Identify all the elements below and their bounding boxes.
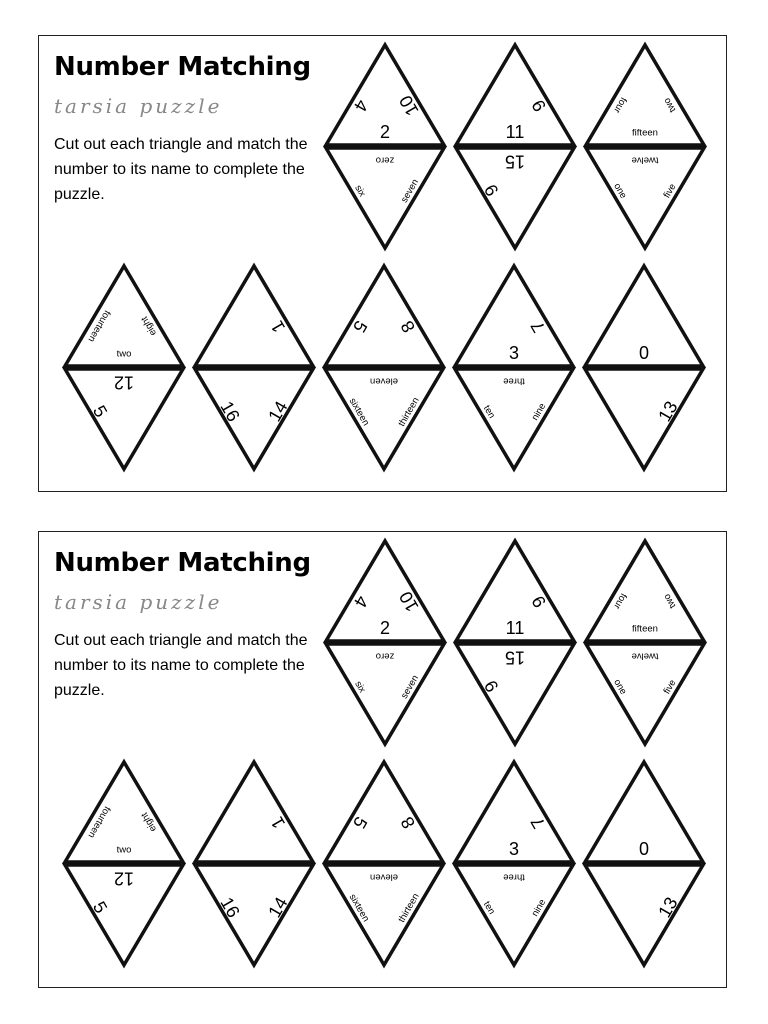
triangle-down xyxy=(585,865,703,965)
puzzle-sheet-bottom xyxy=(38,531,727,988)
sheet-subtitle: tarsia puzzle xyxy=(54,590,223,614)
down-top-label: twelve xyxy=(631,650,659,662)
puzzle-piece xyxy=(195,266,313,469)
up-base-label: 11 xyxy=(505,617,525,638)
up-left-label: 4 xyxy=(349,592,373,611)
down-right-label: nine xyxy=(529,897,549,919)
down-right-label: five xyxy=(661,677,679,697)
down-left-label: one xyxy=(611,677,629,697)
up-base-label: 0 xyxy=(638,838,650,859)
down-top-label: three xyxy=(503,375,525,387)
down-top-label: zero xyxy=(375,154,395,166)
down-right-label: 13 xyxy=(654,893,682,922)
triangle-up xyxy=(325,762,443,862)
down-left-label: sixteen xyxy=(346,892,372,924)
puzzle-sheet-top xyxy=(38,35,727,492)
down-right-label: thirteen xyxy=(396,395,422,429)
down-left-label: one xyxy=(611,181,629,201)
up-base-label: 0 xyxy=(638,342,650,363)
up-base-label: fifteen xyxy=(632,623,658,635)
down-left-label: 6 xyxy=(479,181,503,200)
puzzle-piece xyxy=(455,266,573,469)
up-right-label: 9 xyxy=(527,96,551,115)
sheet-instructions: Cut out each triangle and match the number to its name to complete the puzzle. xyxy=(54,632,308,699)
down-top-label: 12 xyxy=(113,868,135,889)
puzzle-piece xyxy=(585,762,703,965)
down-left-label: 5 xyxy=(88,898,112,917)
puzzle-piece xyxy=(586,541,704,744)
down-top-label: 15 xyxy=(504,647,526,668)
down-top-label: zero xyxy=(375,650,395,662)
down-left-label: 16 xyxy=(216,893,244,922)
up-left-label: 5 xyxy=(348,813,372,832)
tarsia-puzzle xyxy=(39,36,728,493)
down-top-label: 12 xyxy=(113,372,135,393)
down-left-label: ten xyxy=(480,899,498,917)
up-right-label: 1 xyxy=(266,317,290,336)
puzzle-piece xyxy=(585,266,703,469)
down-right-label: thirteen xyxy=(396,891,422,925)
down-right-label: 13 xyxy=(654,397,682,426)
up-base-label: 11 xyxy=(505,121,525,142)
sheet-instructions: Cut out each triangle and match the number to its name to complete the puzzle. xyxy=(54,136,308,203)
down-right-label: five xyxy=(661,181,679,201)
down-right-label: 14 xyxy=(264,893,292,922)
puzzle-piece xyxy=(326,45,444,248)
up-base-label: 3 xyxy=(508,342,520,363)
up-right-label: 1 xyxy=(266,813,290,832)
down-left-label: 16 xyxy=(216,397,244,426)
triangle-down xyxy=(585,369,703,469)
up-right-label: 8 xyxy=(396,317,420,336)
up-right-label: 10 xyxy=(395,587,423,616)
puzzle-piece xyxy=(586,45,704,248)
up-right-label: eight xyxy=(139,810,159,834)
down-top-label: eleven xyxy=(370,871,398,883)
puzzle-piece xyxy=(325,266,443,469)
down-left-label: six xyxy=(352,183,368,199)
up-base-label: fifteen xyxy=(632,127,658,139)
up-right-label: 8 xyxy=(396,813,420,832)
puzzle-piece xyxy=(455,762,573,965)
puzzle-piece xyxy=(65,266,183,469)
up-left-label: four xyxy=(611,591,629,611)
up-right-label: 10 xyxy=(395,91,423,120)
down-left-label: 5 xyxy=(88,402,112,421)
down-left-label: 6 xyxy=(479,677,503,696)
up-base-label: 2 xyxy=(379,617,391,638)
triangle-up xyxy=(195,266,313,366)
up-left-label: fourteen xyxy=(85,804,113,840)
down-top-label: twelve xyxy=(631,154,659,166)
down-right-label: nine xyxy=(529,401,549,423)
puzzle-piece xyxy=(456,45,574,248)
down-top-label: 15 xyxy=(504,151,526,172)
puzzle-piece xyxy=(195,762,313,965)
down-right-label: seven xyxy=(398,177,422,205)
puzzle-piece xyxy=(325,762,443,965)
triangle-up xyxy=(195,762,313,862)
down-left-label: six xyxy=(352,679,368,695)
up-left-label: fourteen xyxy=(85,308,113,344)
down-left-label: sixteen xyxy=(346,396,372,428)
up-right-label: 7 xyxy=(526,813,550,832)
up-right-label: two xyxy=(661,95,679,115)
up-right-label: 7 xyxy=(526,317,550,336)
sheet-subtitle: tarsia puzzle xyxy=(54,94,223,118)
sheet-title: Number Matching xyxy=(54,52,311,82)
up-left-label: four xyxy=(611,95,629,115)
down-right-label: 14 xyxy=(264,397,292,426)
triangle-down xyxy=(195,369,313,469)
up-left-label: 5 xyxy=(348,317,372,336)
up-right-label: two xyxy=(661,591,679,611)
down-left-label: ten xyxy=(480,403,498,421)
up-left-label: 4 xyxy=(349,96,373,115)
up-base-label: two xyxy=(116,844,132,856)
up-right-label: 9 xyxy=(527,592,551,611)
down-right-label: seven xyxy=(398,673,422,701)
down-top-label: three xyxy=(503,871,525,883)
up-base-label: two xyxy=(116,348,132,360)
up-right-label: eight xyxy=(139,314,159,338)
up-base-label: 2 xyxy=(379,121,391,142)
up-base-label: 3 xyxy=(508,838,520,859)
puzzle-piece xyxy=(326,541,444,744)
tarsia-puzzle xyxy=(39,532,728,989)
sheet-title: Number Matching xyxy=(54,548,311,578)
puzzle-piece xyxy=(65,762,183,965)
down-top-label: eleven xyxy=(370,375,398,387)
puzzle-piece xyxy=(456,541,574,744)
triangle-down xyxy=(195,865,313,965)
triangle-up xyxy=(325,266,443,366)
